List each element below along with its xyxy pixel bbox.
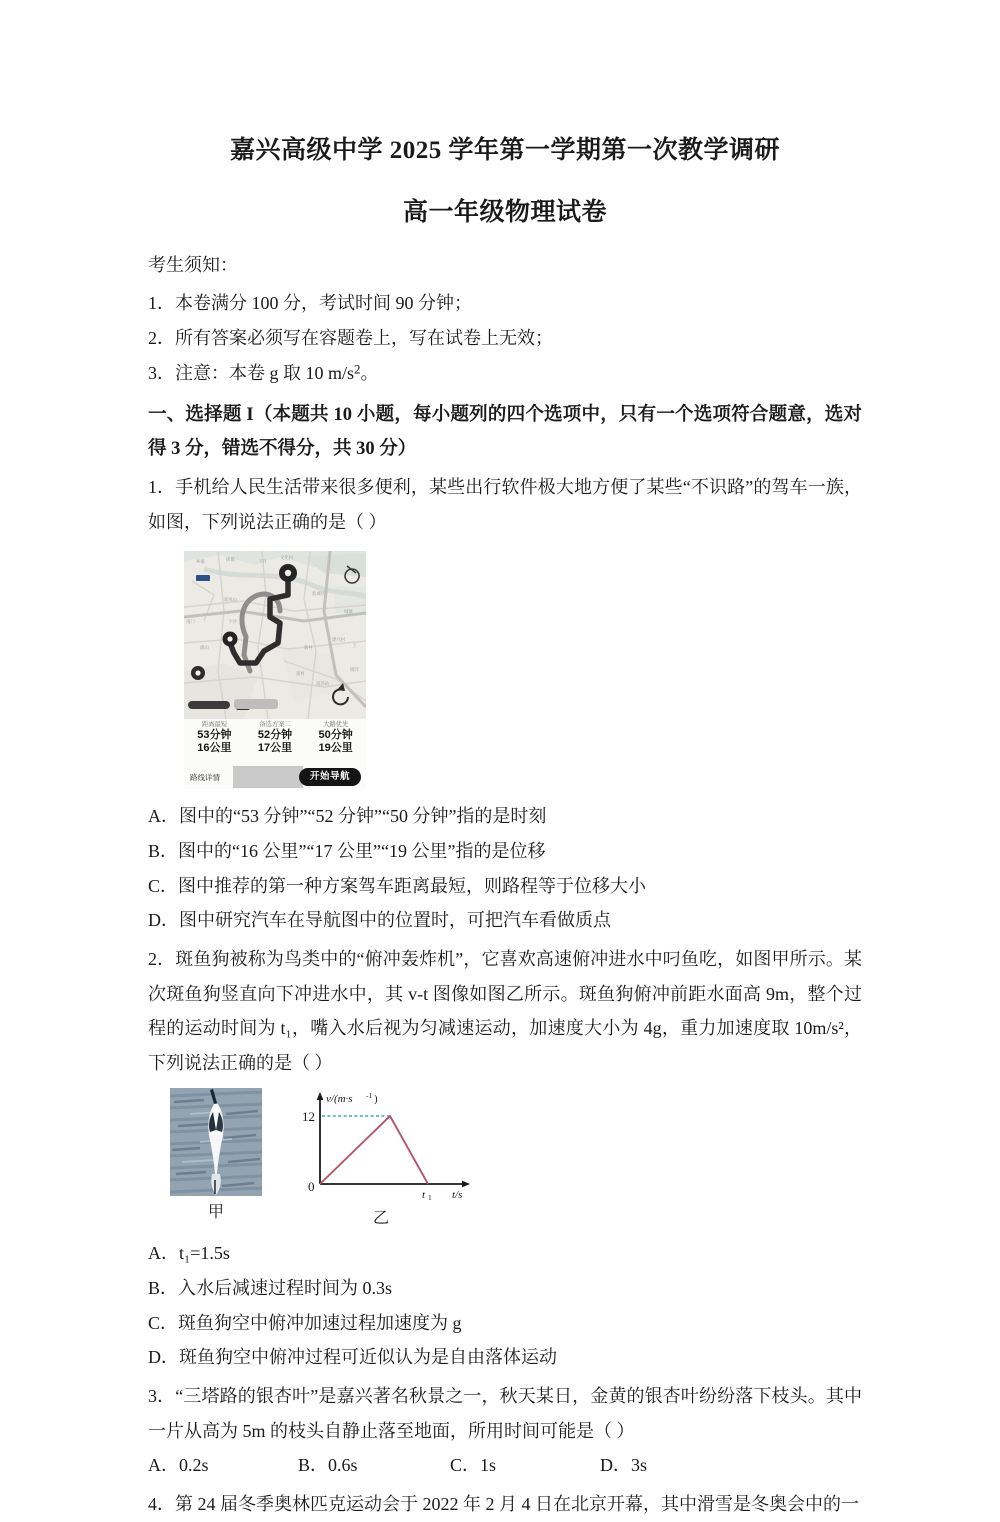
question-2-figures bbox=[148, 1088, 862, 1228]
y-tick-12: 12 bbox=[302, 1109, 315, 1125]
question-1-option-b: B．图中的“16 公里”“17 公里”“19 公里”指的是位移 bbox=[148, 840, 546, 861]
svg-text:-1: -1 bbox=[366, 1091, 373, 1101]
svg-text:文化村: 文化村 bbox=[280, 555, 294, 561]
notice-heading: 考生须知： bbox=[148, 255, 238, 275]
velocity-curve bbox=[320, 1116, 428, 1184]
bird-photo-figure bbox=[170, 1088, 278, 1222]
svg-text:城镇: 城镇 bbox=[344, 609, 353, 615]
origin-label: 0 bbox=[308, 1179, 315, 1195]
svg-text:乡镇: 乡镇 bbox=[196, 559, 205, 565]
page-title: 嘉兴高级中学 2025 学年第一学期第一次教学调研 bbox=[229, 137, 780, 164]
route-options-list bbox=[184, 721, 366, 754]
figure-jia-caption: 甲 bbox=[207, 1204, 224, 1222]
question-3-options bbox=[148, 1448, 862, 1483]
route-options-panel bbox=[184, 719, 366, 789]
svg-text:1: 1 bbox=[428, 1193, 432, 1201]
question-3-option-d: D．3s bbox=[600, 1455, 648, 1476]
question-3-option-c: C．1s bbox=[450, 1455, 497, 1476]
route-option-2-time: 50分钟 bbox=[318, 729, 353, 742]
vt-graph-figure bbox=[286, 1088, 496, 1228]
x-tick-t1: t bbox=[422, 1189, 426, 1201]
figure-yi-caption: 乙 bbox=[372, 1210, 389, 1228]
question-2-option-d: D．斑鱼狗空中俯冲过程可近似认为是自由落体运动 bbox=[148, 1347, 557, 1368]
diving-bird-photo bbox=[170, 1088, 262, 1196]
question-4-text: 4．第 24 届冬季奥林匹克运动会于 2022 年 2 月 4 日在北京开幕，其中滑雪是冬奥会中的一 bbox=[148, 1494, 859, 1514]
section-heading: 一、选择题 I（本题共 10 小题，每小题列的四个选项中，只有一个选项符合题意，选对得 3 分，错选不得分，共 30 分） bbox=[148, 404, 862, 459]
route-option-2[interactable] bbox=[305, 721, 366, 754]
map-graphic bbox=[184, 551, 366, 719]
map-canvas bbox=[184, 551, 366, 719]
route-option-2-tag: 大路优先 bbox=[323, 721, 349, 729]
route-option-0[interactable] bbox=[184, 721, 245, 754]
question-2-option-c: C．斑鱼狗空中俯冲加速过程加速度为 g bbox=[148, 1312, 462, 1333]
question-1-option-a: A．图中的“53 分钟”“52 分钟”“50 分钟”指的是时刻 bbox=[148, 806, 547, 827]
redacted-block bbox=[233, 766, 303, 788]
svg-text:富苏站: 富苏站 bbox=[316, 681, 330, 687]
svg-text:郡山: 郡山 bbox=[200, 645, 209, 651]
svg-text:新城区: 新城区 bbox=[312, 591, 326, 597]
question-3-option-a: A．0.2s bbox=[148, 1455, 209, 1476]
svg-text:镇洋: 镇洋 bbox=[350, 667, 359, 673]
route-option-1[interactable] bbox=[245, 721, 306, 754]
svg-text:富村: 富村 bbox=[296, 671, 305, 677]
question-3-text: 3．“三塔路的银杏叶”是嘉兴著名秋景之一，秋天某日，金黄的银杏叶纷纷落下枝头。其中一片从高为 5m 的枝头自静止落至地面，所用时间可能是（ ） bbox=[148, 1386, 862, 1441]
svg-text:上: 上 bbox=[352, 643, 357, 649]
svg-text:下沙: 下沙 bbox=[228, 619, 237, 625]
page-subtitle: 高一年级物理试卷 bbox=[402, 198, 607, 226]
route-option-1-distance: 17公里 bbox=[257, 741, 293, 754]
start-navigation-button[interactable]: 开始导航 bbox=[299, 768, 361, 786]
question-1-option-d: D．图中研究汽车在导航图中的位置时，可把汽车看做质点 bbox=[148, 910, 611, 931]
y-axis-label: v/(m·s bbox=[326, 1093, 353, 1106]
question-1-text: 1．手机给人民生活带来很多便利，某些出行软件极大地方便了某些“不识路”的驾车一族，如图，下列说法正确的是（ ） bbox=[148, 477, 862, 532]
notice-item-1: 1．本卷满分 100 分，考试时间 90 分钟； bbox=[148, 293, 472, 314]
x-axis-label: t/s bbox=[452, 1189, 463, 1201]
svg-text:建兴村: 建兴村 bbox=[332, 637, 346, 643]
vt-graph bbox=[286, 1088, 486, 1200]
question-2-option-b: B．入水后减速过程时间为 0.3s bbox=[148, 1277, 393, 1298]
map-action-bar bbox=[184, 765, 366, 789]
notice-item-3-text: 3．注意：本卷 g 取 10 m/s bbox=[148, 363, 355, 384]
route-option-2-distance: 19公里 bbox=[318, 741, 353, 754]
question-1-option-c: C．图中推荐的第一种方案驾车距离最短，则路程等于位移大小 bbox=[148, 875, 647, 896]
route-detail-button[interactable]: 路线详情 bbox=[190, 773, 220, 783]
current-location-icon bbox=[191, 666, 205, 680]
route-option-0-tag: 距离最短 bbox=[201, 721, 227, 729]
notice-item-2: 2．所有答案必须写在容题卷上，写在试卷上无效； bbox=[148, 328, 553, 349]
navigation-map-screenshot bbox=[184, 551, 366, 789]
svg-text:): ) bbox=[374, 1093, 378, 1106]
svg-text:南门: 南门 bbox=[186, 619, 195, 625]
route-option-0-distance: 16公里 bbox=[197, 741, 232, 754]
question-1-figure bbox=[148, 551, 862, 789]
svg-text:新凤山: 新凤山 bbox=[224, 597, 238, 603]
notice-item-3 bbox=[148, 356, 862, 391]
question-3-option-b: B．0.6s bbox=[298, 1455, 358, 1476]
notice-item-3-tail: 。 bbox=[360, 363, 379, 384]
svg-text:下月: 下月 bbox=[258, 559, 267, 565]
diving-bird-graphic bbox=[170, 1088, 262, 1196]
question-2-text: 2．斑鱼狗被称为鸟类中的“俯冲轰炸机”，它喜欢高速俯冲进水中叼鱼吃，如图甲所示。某次斑鱼狗竖直向下冲进水中，其 v-t 图像如图乙所示。斑鱼狗俯冲前距水面高 9m，整个过程的运动时间为 t₁，嘴入水后视为匀减速运动，加速度大小为 4g，重力加速度取 10m/s²，下列说法正确的是（ ） bbox=[148, 949, 862, 1073]
question-2-option-a: A．t₁=1.5s bbox=[148, 1243, 230, 1264]
notice-item-3-exponent: 2 bbox=[354, 362, 361, 378]
route-option-0-time: 53分钟 bbox=[197, 729, 232, 742]
svg-text:街镇: 街镇 bbox=[226, 557, 235, 563]
document-content bbox=[148, 132, 862, 1522]
route-option-1-tag: 备选方案二 bbox=[259, 721, 291, 729]
svg-text:新村: 新村 bbox=[304, 645, 313, 651]
route-option-1-time: 52分钟 bbox=[257, 729, 293, 742]
